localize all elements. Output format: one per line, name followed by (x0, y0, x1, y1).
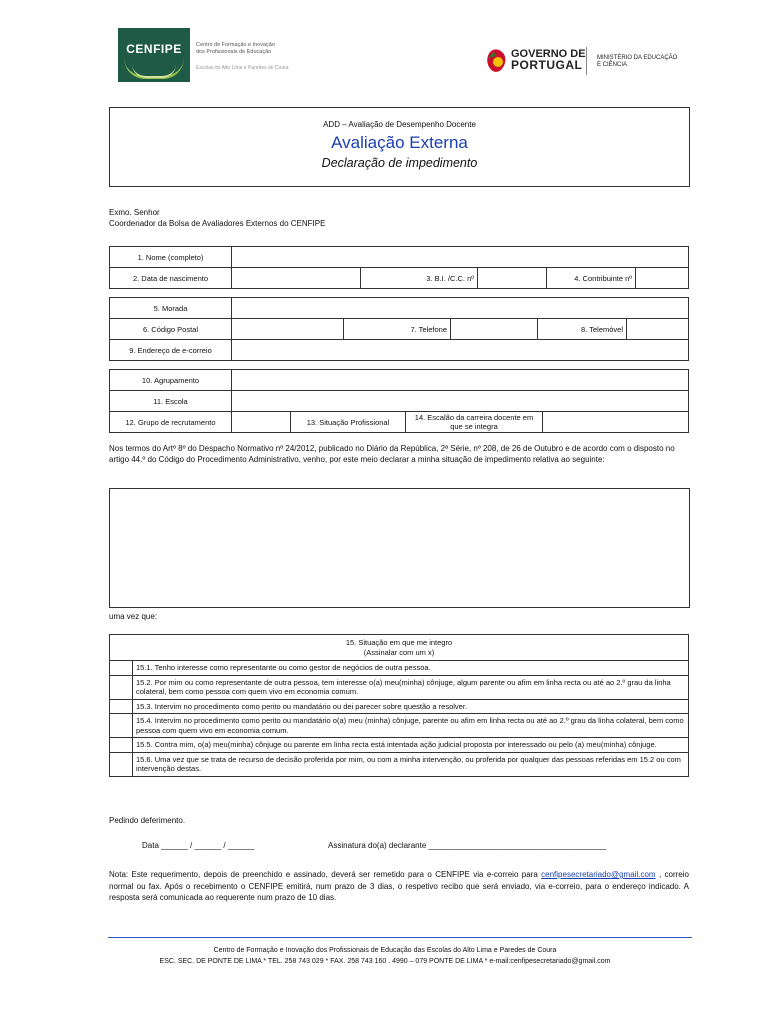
field-label-escalao: 14. Escalão da carreira docente em que se integra (406, 412, 543, 433)
field-input-escola[interactable] (232, 391, 689, 412)
field-label-nome: 1. Nome (completo) (110, 247, 232, 268)
form-block-school (109, 369, 689, 433)
field-input-escalao[interactable] (543, 412, 689, 433)
situacao-header: 15. Situação em que me integro (Assinalar com um x) (110, 635, 689, 661)
title-subtitle: Declaração de impedimento (321, 156, 478, 170)
field-input-nome[interactable] (232, 247, 689, 268)
checkbox-15-6[interactable] (110, 752, 133, 776)
field-input-contribuinte[interactable] (636, 268, 689, 289)
cenfipe-description: Centro de Formação e Inovação dos Profissionais de Educação Escolas do Alto Lima e Paredes de Coura (196, 42, 289, 71)
field-label-data-nascimento: 2. Data de nascimento (110, 268, 232, 289)
field-label-codigo-postal: 6. Código Postal (110, 319, 232, 340)
situacao-table (109, 634, 689, 777)
field-input-bi-cc[interactable] (478, 268, 547, 289)
signature-line[interactable]: Assinatura do(a) declarante ________________________________________ (328, 841, 607, 850)
field-label-situacao-profissional: 13. Situação Profissional (291, 412, 406, 433)
pedindo-deferimento: Pedindo deferimento. (109, 816, 186, 825)
field-label-agrupamento: 10. Agrupamento (110, 370, 232, 391)
situacao-item-15-3: 15.3. Intervim no procedimento como perito ou mandatário ou dei parecer sobre questão a resolver. (133, 699, 689, 714)
footer-line1: Centro de Formação e Inovação dos Profissionais de Educação das Escolas do Alto Lima e Paredes de Coura (213, 947, 557, 954)
situacao-item-15-6: 15.6. Uma vez que se trata de recurso de decisão proferida por mim, ou com a minha intervenção, ou proferida por qualquer das pessoas referidas em 15.2 ou com intervenção destas. (133, 752, 689, 776)
uma-vez-que: uma vez que: (109, 612, 158, 621)
field-label-telefone: 7. Telefone (344, 319, 451, 340)
title-main: Avaliação Externa (331, 133, 468, 152)
addressee: Exmo. Senhor Coordenador da Bolsa de Avaliadores Externos do CENFIPE (109, 208, 326, 228)
field-label-grupo-recrutamento: 12. Grupo de recrutamento (110, 412, 232, 433)
field-input-telefone[interactable] (451, 319, 538, 340)
footer-line2: ESC. SEC. DE PONTE DE LIMA * TEL. 258 743 029 * FAX. 258 743 160 . 4990 – 079 PONTE DE LIMA * e-mail:cenfipesecretariado@gmail.com (159, 958, 611, 965)
field-label-contribuinte: 4. Contribuinte nº (547, 268, 636, 289)
checkbox-15-2[interactable] (110, 675, 133, 699)
field-input-codigo-postal[interactable] (232, 319, 344, 340)
form-block-personal (109, 246, 689, 289)
situacao-item-15-4: 15.4. Intervim no procedimento como perito ou mandatário o(a) meu (minha) cônjuge, parente ou afim em linha recta ou até ao 2.º grau da linha colateral, bem como pessoa com quem vivo em economia comum. (133, 714, 689, 738)
declaration-paragraph: Nos termos do Artº 8º do Despacho Normativo nº 24/2012, publicado no Diário da República, 2ª Série, nº 208, de 26 de Outubro e de acordo com o disposto no artigo 44.º do Código do Procedimento Administrativo, venho, por este meio declarar a minha situação de impedimento relativa ao seguinte: (109, 444, 675, 464)
portugal-emblem-icon (486, 48, 508, 74)
field-label-escola: 11. Escola (110, 391, 232, 412)
date-line[interactable]: Data ______ / ______ / ______ (142, 841, 255, 850)
checkbox-15-3[interactable] (110, 699, 133, 714)
field-input-telemovel[interactable] (627, 319, 689, 340)
nota: Nota: Este requerimento, depois de preenchido e assinado, deverá ser remetido para o CENFIPE via e-correio para cenfipesecretariado@gmail.com , correio normal ou fax. Após o recebimento o CENFIPE emitirá, num prazo de 3 dias, o respetivo recibo que será enviado, via e-correio, para o endereço indicado. A resposta será comunicada ao requerente num prazo de 10 dias. (109, 870, 689, 902)
field-label-bi-cc: 3. B.I. /C.C. nº (361, 268, 478, 289)
field-input-data-nascimento[interactable] (232, 268, 361, 289)
situacao-item-15-2: 15.2. Por mim ou como representante de outra pessoa, tem interesse o(a) meu(minha) cônjuge, algum parente ou afim em linha recta ou até ao 2.º grau da linha colateral, bem como pessoa com quem vivo em economia comum. (133, 675, 689, 699)
checkbox-15-4[interactable] (110, 714, 133, 738)
title-box (109, 107, 690, 187)
email-link[interactable]: cenfipesecretariado@gmail.com (541, 870, 656, 879)
situacao-item-15-1: 15.1. Tenho interesse como representante ou como gestor de negócios de outra pessoa. (133, 661, 689, 676)
field-input-email[interactable] (232, 340, 689, 361)
cenfipe-logo-text: CENFIPE (126, 42, 182, 56)
title-line1: ADD – Avaliação de Desempenho Docente (323, 120, 476, 129)
impediment-text-area[interactable] (109, 488, 690, 608)
field-input-grupo-recrutamento[interactable] (232, 412, 291, 433)
governo-de-portugal: GOVERNO DE PORTUGAL (511, 48, 586, 72)
situacao-item-15-5: 15.5. Contra mim, o(a) meu(minha) cônjuge ou parente em linha recta está intentada ação judicial proposta por interessado ou pelo (a) meu(minha) cônjuge. (133, 738, 689, 753)
checkbox-15-1[interactable] (110, 661, 133, 676)
checkbox-15-5[interactable] (110, 738, 133, 753)
field-label-morada: 5. Morada (110, 298, 232, 319)
form-block-address (109, 297, 689, 361)
cenfipe-logo (118, 28, 190, 82)
ministerio-label: MINISTÉRIO DA EDUCAÇÃO E CIÊNCIA (597, 55, 678, 68)
field-input-morada[interactable] (232, 298, 689, 319)
field-label-telemovel: 8. Telemóvel (538, 319, 627, 340)
field-label-email: 9. Endereço de e-correio (110, 340, 232, 361)
field-input-agrupamento[interactable] (232, 370, 689, 391)
header-divider (586, 47, 587, 75)
footer-divider (108, 937, 692, 938)
